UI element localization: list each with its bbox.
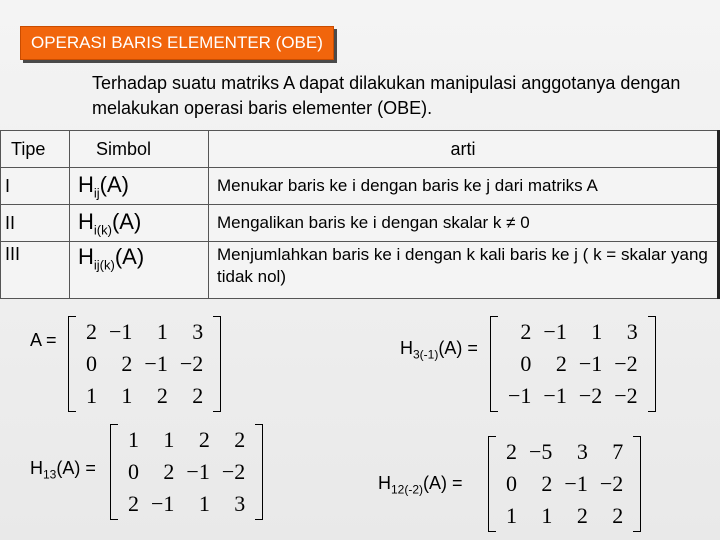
matrix-cell: 2 xyxy=(541,471,553,496)
matrix-cell: 2 xyxy=(156,383,168,408)
matrix-cell: 1 xyxy=(128,427,139,452)
matrix-cell: 2 xyxy=(576,503,588,528)
matrix-cell: 0 xyxy=(128,459,139,484)
matrix-cell: 1 xyxy=(506,503,517,528)
matrix-a-label: A = xyxy=(30,330,57,350)
matrix-cell: 3 xyxy=(626,319,638,344)
row-simbol: $H_{ij}(A)$ xyxy=(70,168,209,205)
matrix-row xyxy=(122,424,251,456)
matrix-cell: −2 xyxy=(578,383,603,408)
bracket-right xyxy=(648,316,656,412)
bracket-left xyxy=(488,436,496,532)
matrix-row xyxy=(502,380,644,412)
matrix-cell: 2 xyxy=(198,427,210,452)
matrix-row xyxy=(122,488,251,520)
matrix-cell: 2 xyxy=(555,351,567,376)
matrix-cell: −1 xyxy=(543,383,567,408)
matrix-row xyxy=(80,380,209,412)
matrix-cell: 1 xyxy=(541,503,553,528)
matrix-row xyxy=(502,348,644,380)
row-arti: Menjumlahkan baris ke i dengan k kali baris ke j ( k = skalar yang tidak nol) xyxy=(209,242,719,299)
matrix-row xyxy=(80,316,209,348)
intro-text: Terhadap suatu matriks A dapat dilakukan manipulasi anggotanya dengan melakukan operasi baris elementer (OBE). xyxy=(92,73,681,118)
matrix-cell: 1 xyxy=(163,427,175,452)
matrix-h12-label: $H_{12(-2)}(A)$ = xyxy=(378,473,463,497)
matrix-row xyxy=(500,500,629,532)
matrix-row xyxy=(80,348,209,380)
matrix-cell: −1 xyxy=(564,471,588,496)
matrix-h3-label: $H_{3(-1)}(A)$ = xyxy=(400,338,478,362)
row-arti: Mengalikan baris ke i dengan skalar k ≠ 0 xyxy=(209,205,719,242)
matrix-cell: −1 xyxy=(151,491,175,516)
matrix-cell: −1 xyxy=(109,319,133,344)
matrix-cell: 2 xyxy=(163,459,175,484)
matrix-cell: 2 xyxy=(520,319,532,344)
table-row xyxy=(1,242,719,299)
obe-table xyxy=(0,130,720,299)
row-simbol: $H_{i(k)}(A)$ xyxy=(70,205,209,242)
matrix-cell: −2 xyxy=(614,351,638,376)
matrix-a xyxy=(68,316,221,412)
table-row xyxy=(1,205,719,242)
matrix-cell: −1 xyxy=(144,351,168,376)
matrix-cell: 2 xyxy=(121,351,133,376)
table-header-row xyxy=(1,131,719,168)
matrix-cell: −2 xyxy=(179,351,204,376)
matrix-cell: 2 xyxy=(612,503,624,528)
matrix-cell: −1 xyxy=(543,319,567,344)
matrix-cell: 1 xyxy=(591,319,603,344)
header-tipe: Tipe xyxy=(1,131,70,168)
matrix-cell: −1 xyxy=(508,383,532,408)
matrix-cell: 1 xyxy=(198,491,210,516)
matrix-cell: −1 xyxy=(578,351,603,376)
row-simbol: $H_{ij(k)}(A)$ xyxy=(70,242,209,299)
row-tipe: I xyxy=(1,168,70,205)
matrix-cell: −2 xyxy=(614,383,638,408)
bracket-left xyxy=(490,316,498,412)
matrix-cell: −5 xyxy=(529,439,553,464)
bracket-right xyxy=(255,424,263,520)
row-arti: Menukar baris ke i dengan baris ke j dari matriks A xyxy=(209,168,719,205)
matrix-cell: 1 xyxy=(156,319,168,344)
matrix-cell: 1 xyxy=(121,383,133,408)
matrix-row xyxy=(500,436,629,468)
matrix-cell: 2 xyxy=(192,383,204,408)
matrix-cell: −1 xyxy=(186,459,210,484)
matrix-h13-label: $H_{13}(A)$ = xyxy=(30,458,96,482)
matrix-row xyxy=(500,468,629,500)
row-tipe: III xyxy=(1,242,70,299)
matrix-h13 xyxy=(110,424,263,520)
matrix-cell: 3 xyxy=(234,491,246,516)
matrix-cell: 7 xyxy=(612,439,624,464)
row-tipe: II xyxy=(1,205,70,242)
matrix-cell: 2 xyxy=(128,491,139,516)
header-arti: arti xyxy=(209,131,719,168)
bracket-left xyxy=(110,424,118,520)
matrix-cell: 0 xyxy=(506,471,517,496)
matrix-cell: 2 xyxy=(506,439,517,464)
matrix-cell: 3 xyxy=(192,319,204,344)
matrix-cell: 2 xyxy=(234,427,246,452)
matrix-cell: 2 xyxy=(86,319,97,344)
bracket-right xyxy=(213,316,221,412)
bracket-left xyxy=(68,316,76,412)
matrix-cell: 0 xyxy=(86,351,97,376)
header-simbol: Simbol xyxy=(70,131,209,168)
table-row xyxy=(1,168,719,205)
matrix-row xyxy=(502,316,644,348)
matrix-h12 xyxy=(488,436,641,532)
matrix-row xyxy=(122,456,251,488)
matrix-cell: 3 xyxy=(576,439,588,464)
matrix-cell: −2 xyxy=(599,471,624,496)
matrix-cell: 1 xyxy=(86,383,97,408)
matrix-cell: 0 xyxy=(520,351,532,376)
bracket-right xyxy=(633,436,641,532)
slide-title: OPERASI BARIS ELEMENTER (OBE) xyxy=(20,26,334,60)
matrix-h3 xyxy=(490,316,656,412)
matrix-cell: −2 xyxy=(221,459,246,484)
